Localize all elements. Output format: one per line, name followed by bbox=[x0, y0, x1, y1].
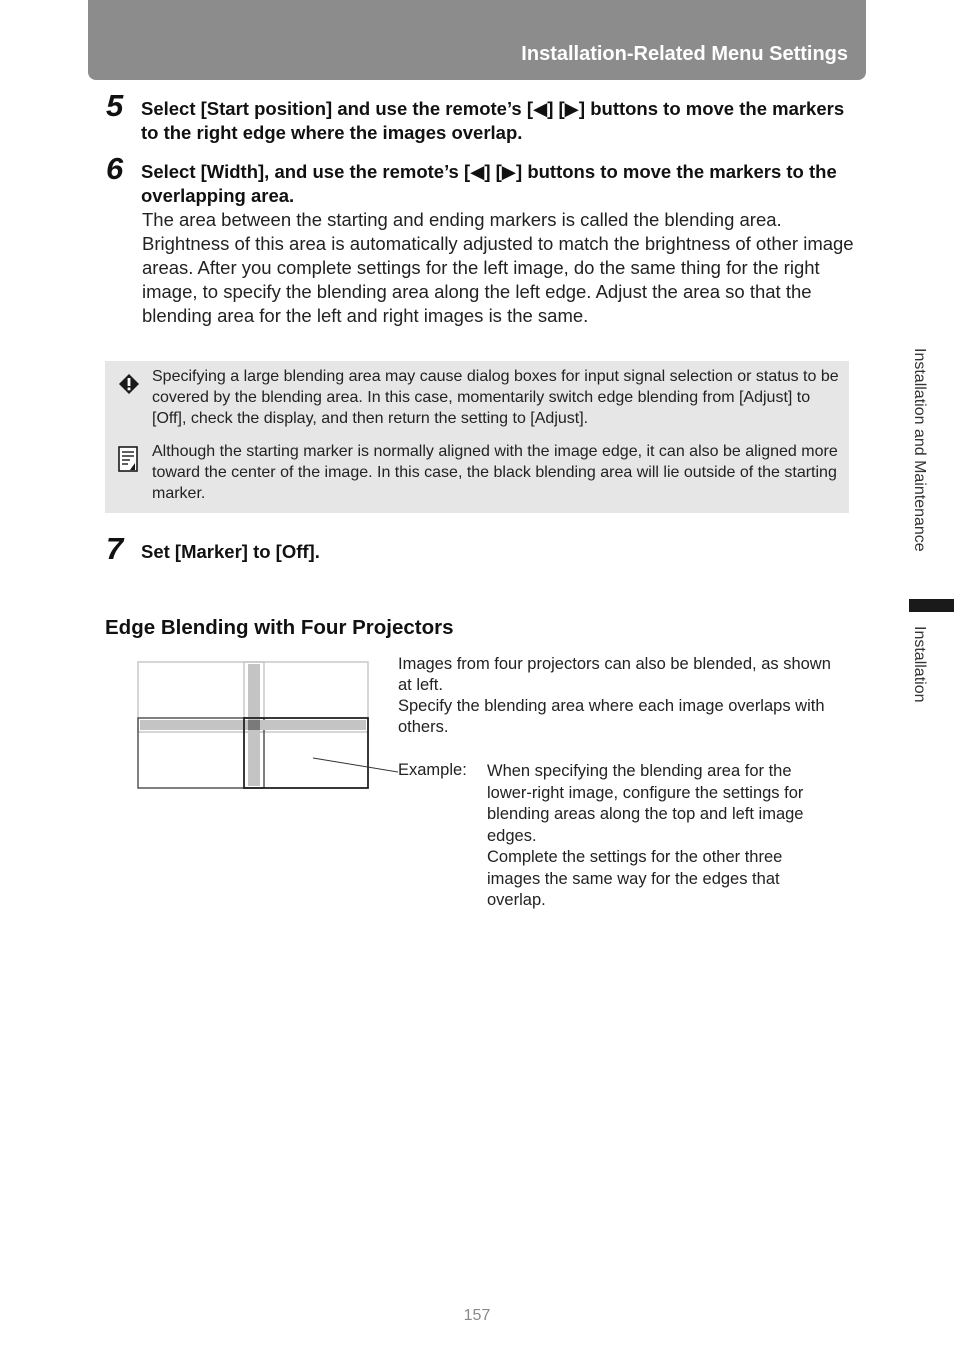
step-5-text: Select [Start position] and use the remote’s [◀] [▶] buttons to move the markers to the right edge where the images overlap. bbox=[141, 98, 845, 143]
step-6-body: The area between the starting and ending markers is called the blending area. Brightness of this area is automatically adjusted to match the brightness of other image areas. After you complete settings for the left image, do the same thing for the right image, to specify the blending area along the left edge. Adjust the area so that the blending area for the left and right images is the same. bbox=[142, 209, 854, 326]
four-projector-diagram bbox=[136, 660, 398, 792]
example-text-1: When specifying the blending area for the lower-right image, configure the settings for blending areas along the top and left image edges. bbox=[487, 762, 804, 845]
step-7-number: 7 bbox=[106, 531, 124, 566]
caution-note-text: Specifying a large blending area may cause dialog boxes for input signal selection or status to be covered by the blending area. In this case, momentarily switch edge blending from [Adjust] to [Off], check the display, and then return the setting to [Adjust]. bbox=[152, 368, 839, 427]
page-header bbox=[88, 0, 866, 80]
caution-icon bbox=[118, 373, 140, 400]
leader-line bbox=[313, 758, 398, 772]
header-title: Installation-Related Menu Settings bbox=[521, 43, 848, 65]
memo-icon bbox=[118, 446, 138, 477]
overlap-center bbox=[248, 720, 260, 730]
page-number: 157 bbox=[463, 1307, 491, 1324]
step-6-number: 6 bbox=[106, 151, 124, 186]
step-7-text: Set [Marker] to [Off]. bbox=[141, 541, 320, 562]
step-6-text: Select [Width], and use the remote’s [◀] [▶] buttons to move the markers to the overlapping area. bbox=[141, 161, 837, 206]
section-description: Images from four projectors can also be blended, as shown at left. bbox=[398, 655, 831, 695]
notes-box bbox=[105, 361, 849, 513]
memo-note-text: Although the starting marker is normally aligned with the image edge, it can also be aligned more toward the center of the image. In this case, the black blending area will lie outside of the starting marker. bbox=[152, 443, 838, 502]
section-heading: Edge Blending with Four Projectors bbox=[105, 616, 454, 639]
chapter-tab[interactable]: Installation and Maintenance bbox=[911, 348, 928, 552]
section-description-2: Specify the blending area where each image overlaps with others. bbox=[398, 697, 825, 737]
step-5-number: 5 bbox=[106, 88, 124, 123]
example-text bbox=[487, 761, 837, 912]
current-section-marker bbox=[909, 599, 954, 612]
example-text-2: Complete the settings for the other three images the same way for the edges that overlap. bbox=[487, 848, 783, 909]
example-label: Example: bbox=[398, 761, 467, 779]
section-tab[interactable]: Installation bbox=[911, 626, 928, 703]
